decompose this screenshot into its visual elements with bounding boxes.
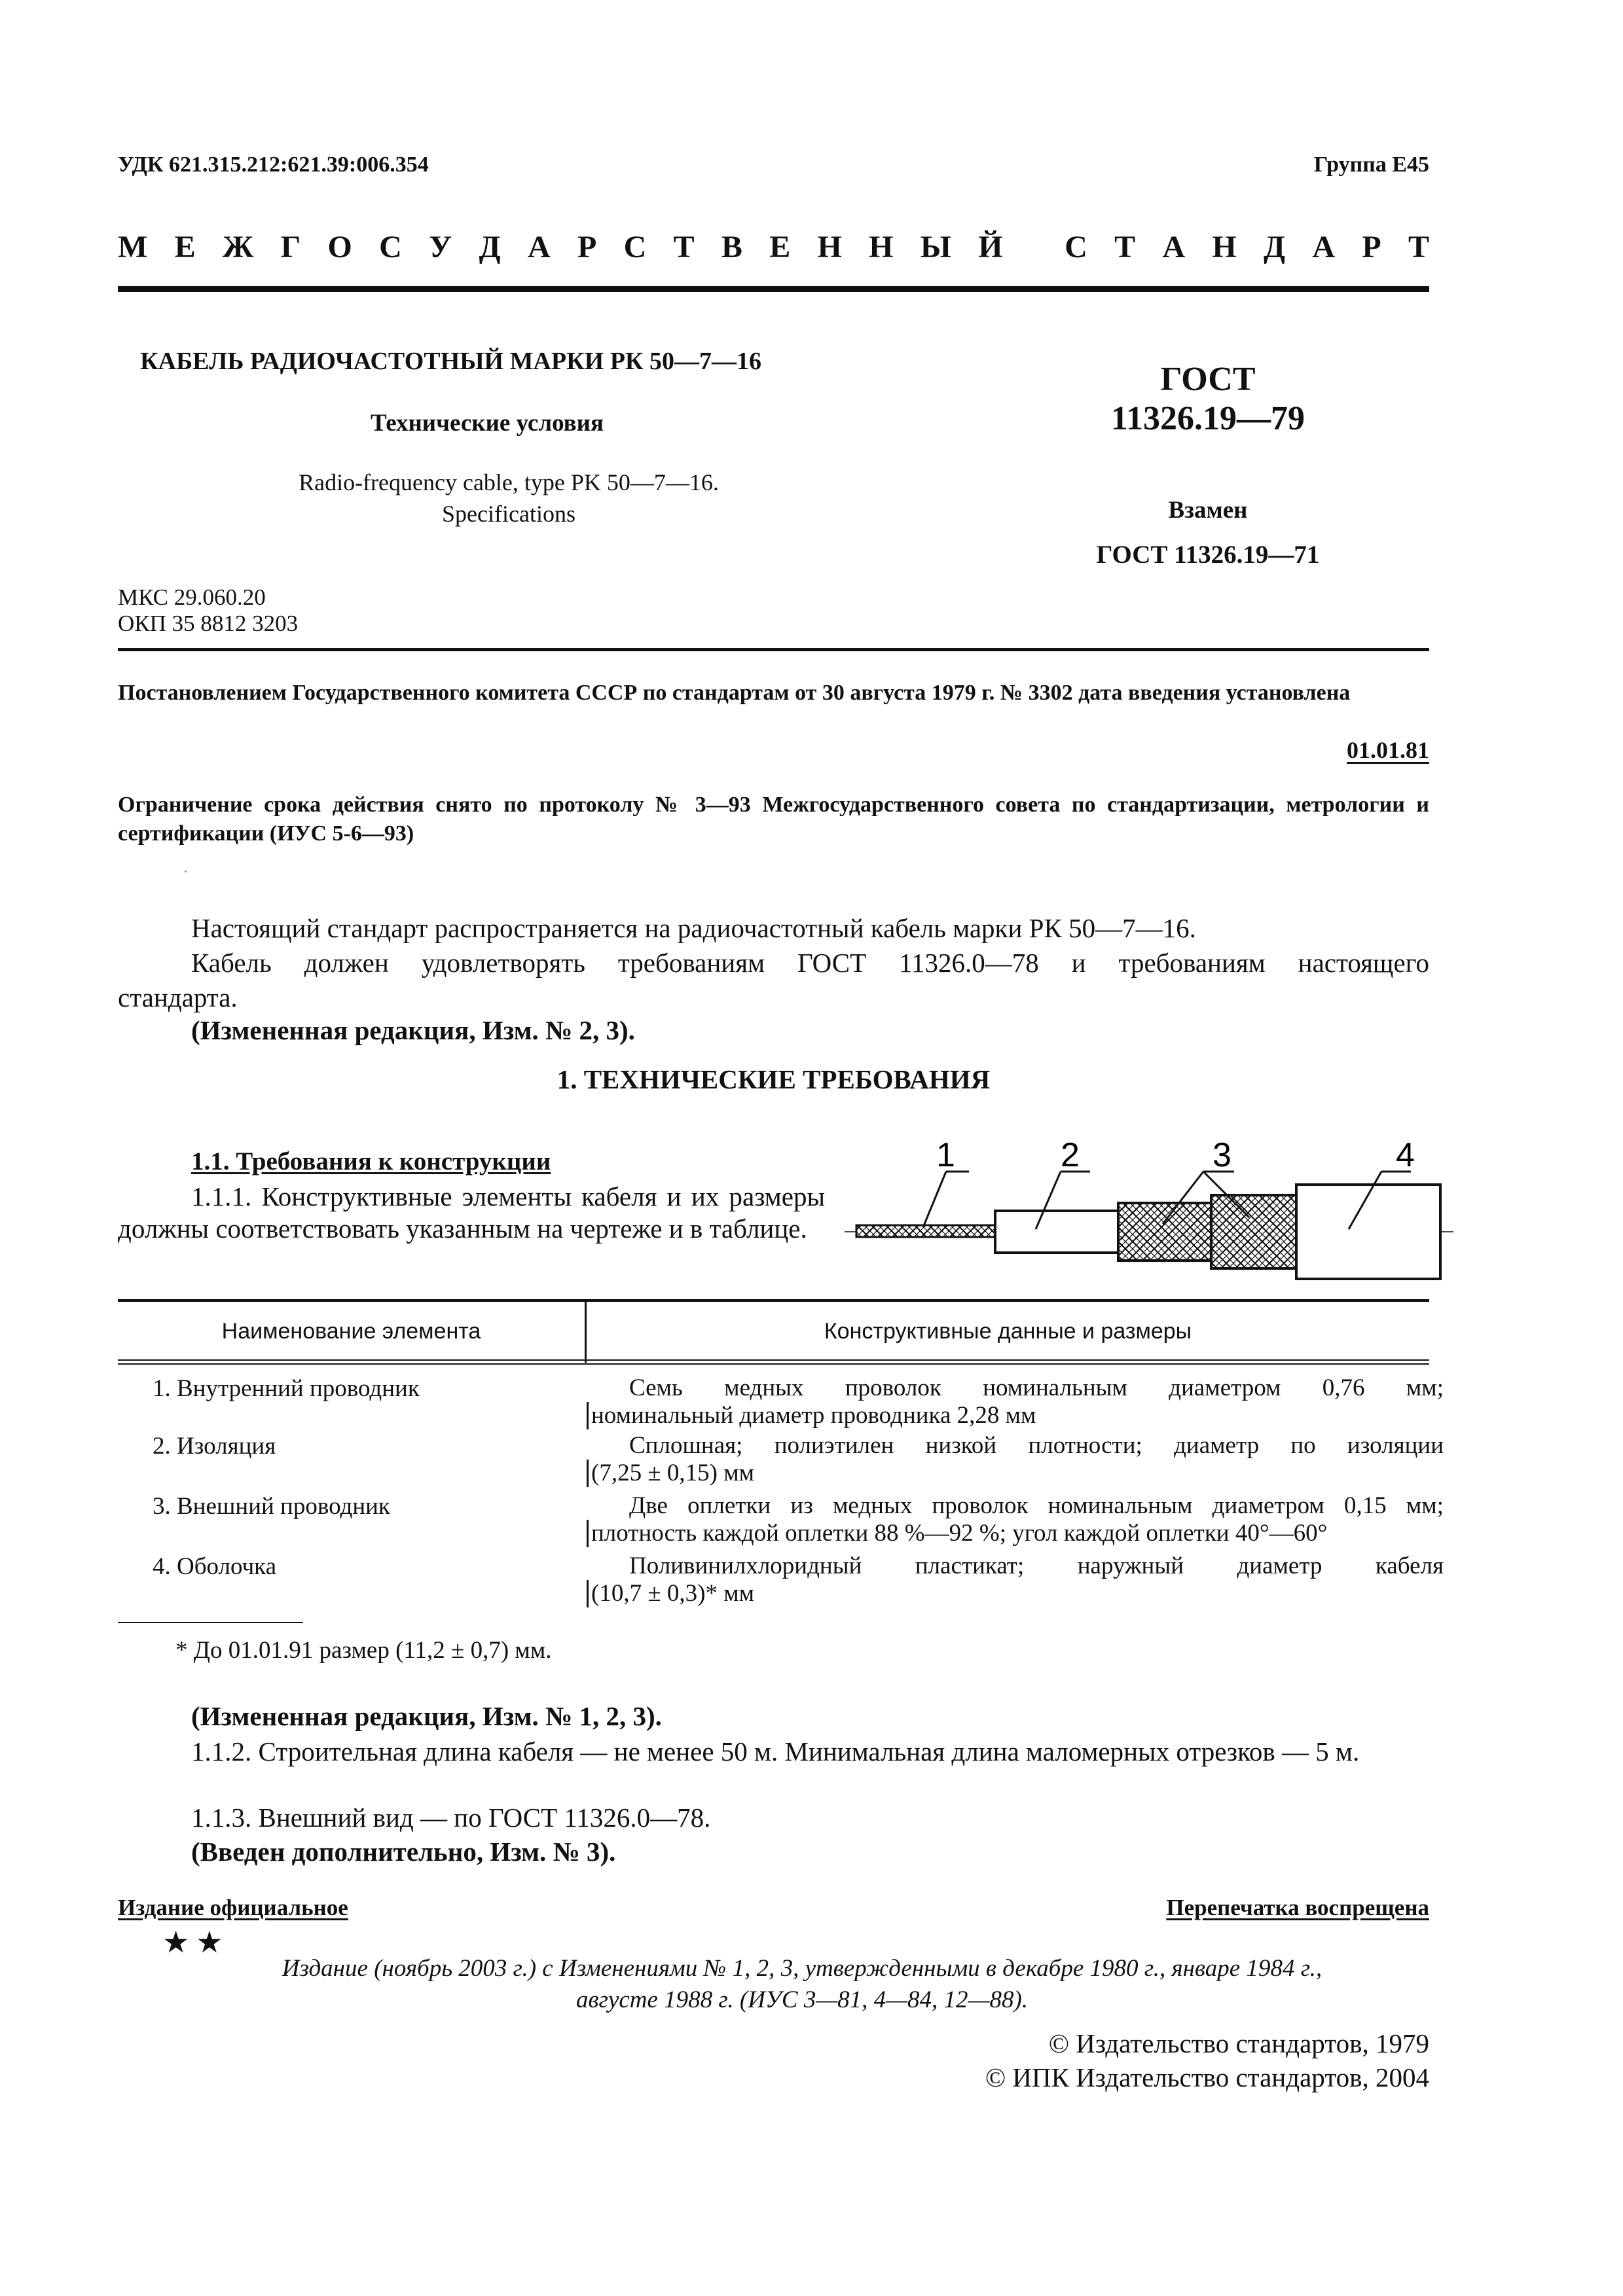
english-title: [263, 467, 754, 529]
banner-letter: Е: [174, 230, 196, 264]
gost-number: 11326.19—79: [1110, 400, 1305, 437]
table-row-desc: [585, 1432, 1444, 1487]
banner-letter: Т: [1408, 230, 1429, 264]
drawing-label-3: 3: [1213, 1136, 1231, 1174]
banner-letter: А: [1312, 230, 1336, 264]
english-title-line1: Radio-frequency cable, type PK 50—7—16.: [299, 469, 719, 495]
table-row-name: 1. Внутренний проводник: [153, 1375, 420, 1402]
classification-codes: [118, 584, 298, 637]
table-row-desc: [585, 1374, 1444, 1429]
table-row-desc-line2: номинальный диаметр проводника 2,28 мм: [587, 1402, 1444, 1429]
table-header-rule-1: [118, 1359, 1429, 1361]
star-mark: ★★: [162, 1926, 230, 1959]
cable-drawing-svg: [845, 1119, 1453, 1289]
mks-code: МКС 29.060.20: [118, 584, 266, 610]
jacket-shape: [1296, 1185, 1440, 1279]
drawing-label-1: 1: [936, 1136, 955, 1174]
banner-letter: Е: [769, 230, 791, 264]
banner-letter: С: [623, 230, 647, 264]
banner-letter: Д: [1264, 230, 1286, 264]
table-row-desc: [585, 1552, 1444, 1607]
section-heading: 1. ТЕХНИЧЕСКИЕ ТРЕБОВАНИЯ: [556, 1064, 991, 1094]
banner-letter: Р: [577, 230, 597, 264]
banner-letter: У: [429, 230, 452, 264]
banner-letter: Н: [869, 230, 894, 264]
inner-conductor-shape: [856, 1225, 1006, 1237]
table-top-rule: [118, 1299, 1429, 1302]
table-header-rule-2: [118, 1363, 1429, 1365]
table-row-name: 3. Внешний проводник: [153, 1493, 390, 1520]
insulation-shape: [995, 1211, 1120, 1253]
amendment-note-1: (Измененная редакция, Изм. № 2, 3).: [191, 1015, 635, 1045]
banner-letter: Ж: [222, 230, 254, 264]
decree-text: Постановлением Государственного комитета СССР по стандартам от 30 августа 1979 г. № 3302 дата введения установлена: [118, 681, 1351, 705]
banner-letter: Т: [1114, 230, 1136, 264]
official-edition-label: Издание официальное: [118, 1895, 348, 1920]
leader-1: [923, 1172, 946, 1227]
copyright-2004: © ИПК Издательство стандартов, 2004: [985, 2062, 1429, 2092]
cable-drawing: [845, 1119, 1453, 1293]
header-rule: [118, 286, 1429, 292]
table-row-name: 2. Изоляция: [153, 1433, 276, 1460]
edition-info: [196, 1953, 1408, 2016]
banner-letter: М: [118, 230, 148, 264]
english-title-line2: Specifications: [442, 501, 575, 527]
amendment-note-3: (Введен дополнительно, Изм. № 3).: [191, 1837, 616, 1867]
banner-letter: В: [721, 230, 742, 264]
clause-1-1-1: 1.1.1. Конструктивные элементы кабеля и их размеры должны соответствовать указанным на чертеже и в таблице.: [118, 1181, 825, 1244]
banner-letter: Р: [1362, 230, 1381, 264]
drawing-label-4: 4: [1396, 1136, 1415, 1174]
clause-1-1-3: 1.1.3. Внешний вид — по ГОСТ 11326.0—78.: [191, 1803, 711, 1833]
copyright-1979: © Издательство стандартов, 1979: [1048, 2028, 1429, 2058]
document-subtitle: Технические условия: [371, 410, 604, 437]
amendment-note-2: (Измененная редакция, Изм. № 1, 2, 3).: [191, 1701, 662, 1731]
subsection-heading: 1.1. Требования к конструкции: [191, 1147, 551, 1175]
reprint-prohibited-label: Перепечатка воспрещена: [1166, 1895, 1429, 1920]
udk-code: УДК 621.315.212:621.39:006.354: [118, 152, 429, 177]
banner-letter: Д: [479, 230, 501, 264]
requirements-paragraph: Кабель должен удовлетворять требованиям ГОСТ 11326.0—78 и требованиям настоящего: [191, 948, 1429, 978]
replaced-gost: ГОСТ 11326.19—71: [1096, 541, 1320, 569]
drawing-label-2: 2: [1061, 1136, 1080, 1174]
table-row-desc: [585, 1492, 1444, 1547]
banner-letter: Н: [817, 230, 842, 264]
table-header-data: Конструктивные данные и размеры: [824, 1319, 1192, 1344]
footnote-rule: [118, 1622, 303, 1623]
edition-info-line1: Издание (ноябрь 2003 г.) с Изменениями № 1, 2, 3, утвержденными в декабре 1980 г., январе 1984 г.,: [282, 1955, 1322, 1982]
gost-designation: [1028, 360, 1388, 569]
introduction-date: 01.01.81: [1347, 737, 1429, 763]
gost-label: ГОСТ: [1160, 361, 1256, 398]
table-row-desc-line2: (7,25 ± 0,15) мм: [587, 1460, 1444, 1487]
group-code: Группа Е45: [1313, 152, 1429, 177]
banner-letter: Й: [978, 230, 1003, 264]
requirements-paragraph-end: стандарта.: [118, 982, 238, 1013]
clause-1-1-2: 1.1.2. Строительная длина кабеля — не менее 50 м. Минимальная длина маломерных отрезков — 5 м.: [191, 1736, 1360, 1767]
table-footnote: * До 01.01.91 размер (11,2 ± 0,7) мм.: [175, 1637, 552, 1664]
table-row-desc-line2: (10,7 ± 0,3)* мм: [587, 1580, 1444, 1607]
scan-speck: [185, 870, 187, 872]
table-row-desc-line1: Семь медных проволок номинальным диаметром 0,76 мм;: [629, 1374, 1444, 1401]
okp-code: ОКП 35 8812 3203: [118, 611, 299, 636]
title-block-rule: [118, 648, 1429, 651]
table-row-desc-line1: Две оплетки из медных проволок номинальным диаметром 0,15 мм;: [629, 1492, 1444, 1519]
banner-letter: С: [1065, 230, 1087, 264]
table-row-desc-line2: плотность каждой оплетки 88 %—92 %; угол каждой оплетки 40°—60°: [587, 1520, 1444, 1547]
banner-letter: Н: [1212, 230, 1237, 264]
banner-letter: О: [327, 230, 352, 264]
outer-braid-2-shape: [1211, 1195, 1296, 1268]
document-title: КАБЕЛЬ РАДИОЧАСТОТНЫЙ МАРКИ РК 50—7—16: [140, 348, 761, 375]
table-row-desc-line1: Поливинилхлоридный пластикат; наружный диаметр кабеля: [629, 1552, 1444, 1579]
banner-letter: [1030, 229, 1038, 265]
edition-info-line2: августе 1988 г. (ИУС 3—81, 4—84, 12—88).: [575, 1986, 1029, 2013]
limitation-note: Ограничение срока действия снято по протоколу № 3—93 Межгосударственного совета по стандартизации, метрологии и сертификации (ИУС 5-6—93): [118, 793, 1429, 846]
table-header-name: Наименование элемента: [221, 1319, 481, 1344]
banner-letter: А: [528, 230, 551, 264]
table-row-name: 4. Оболочка: [153, 1553, 277, 1580]
banner-letter: С: [379, 230, 402, 264]
banner-letter: Т: [673, 230, 695, 264]
replace-label: Взамен: [1168, 497, 1248, 524]
scope-paragraph: Настоящий стандарт распространяется на радиочастотный кабель марки РК 50—7—16.: [191, 913, 1196, 943]
banner-letter: А: [1162, 230, 1186, 264]
banner-letter: Г: [280, 230, 301, 264]
interstate-standard-banner: [118, 229, 1429, 265]
banner-letter: Ы: [920, 230, 951, 264]
table-row-desc-line1: Сплошная; полиэтилен низкой плотности; диаметр по изоляции: [629, 1432, 1444, 1459]
